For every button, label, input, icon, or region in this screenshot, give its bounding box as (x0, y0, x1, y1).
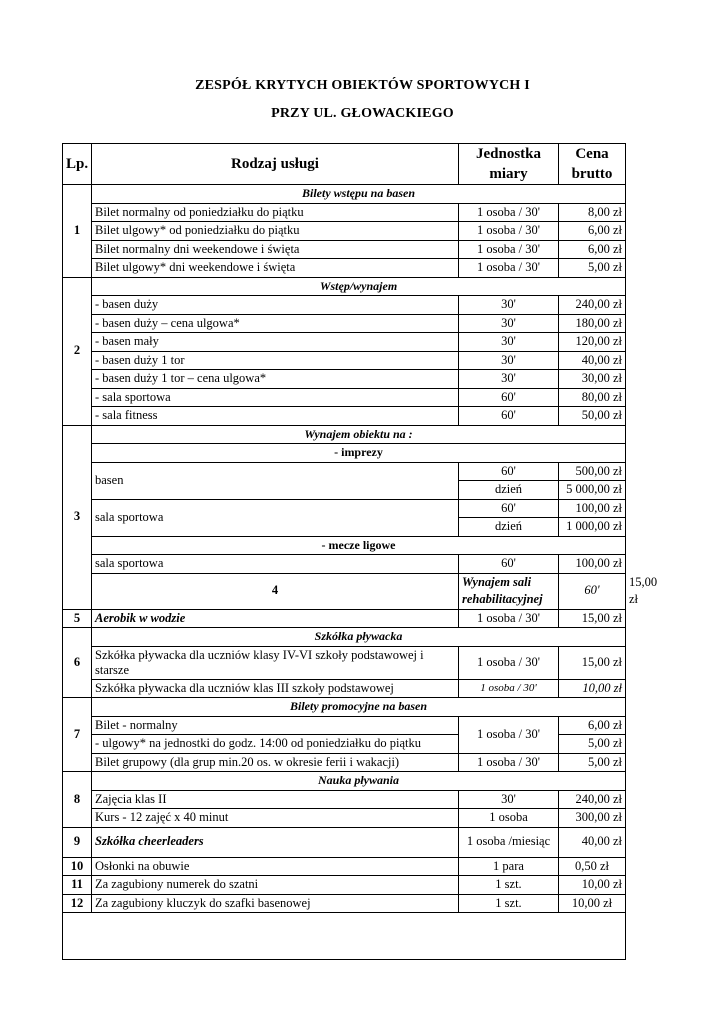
unit-cell: 1 osoba (459, 809, 559, 828)
service-cell: - basen mały (92, 333, 459, 352)
price-cell: 6,00 zł (559, 240, 626, 259)
table-row (63, 894, 626, 913)
table-row (63, 407, 626, 426)
row-number: 9 (63, 827, 92, 857)
unit-cell: 30' (459, 333, 559, 352)
table-row (63, 790, 626, 809)
price-cell: 40,00 zł (559, 351, 626, 370)
price-cell: 120,00 zł (559, 333, 626, 352)
service-cell: Bilet ulgowy* dni weekendowe i święta (92, 259, 459, 278)
table-row (63, 296, 626, 315)
service-cell: Bilet normalny od poniedziałku do piątku (92, 203, 459, 222)
price-cell: 300,00 zł (559, 809, 626, 828)
table-row (63, 370, 626, 389)
price-cell: 1 000,00 zł (559, 518, 626, 537)
service-cell: Wynajem sali rehabilitacyjnej (459, 573, 559, 609)
subsection-row (63, 444, 626, 463)
header-price (559, 144, 626, 185)
table-row (63, 716, 626, 735)
service-cell: Aerobik w wodzie (92, 609, 459, 628)
unit-cell: 60' (459, 555, 559, 574)
service-cell: - basen duży (92, 296, 459, 315)
row-number: 7 (63, 698, 92, 772)
service-cell: Bilet normalny dni weekendowe i święta (92, 240, 459, 259)
row-number: 1 (63, 185, 92, 278)
unit-cell: 60' (459, 462, 559, 481)
unit-cell: 1 osoba / 30' (459, 753, 559, 772)
section-heading: Bilety wstępu na basen (92, 185, 626, 204)
row-number: 2 (63, 277, 92, 425)
unit-cell: 60' (459, 388, 559, 407)
table-row (63, 857, 626, 876)
header-service: Rodzaj usługi (92, 144, 459, 185)
row-number: 4 (92, 573, 459, 609)
price-cell: 15,00 zł (559, 609, 626, 628)
subsection-heading: - imprezy (92, 444, 626, 463)
service-cell: - basen duży 1 tor – cena ulgowa* (92, 370, 459, 389)
service-cell: sala sportowa (92, 555, 459, 574)
price-cell: 50,00 zł (559, 407, 626, 426)
table-row (63, 388, 626, 407)
price-cell: 5 000,00 zł (559, 481, 626, 500)
table-row (63, 679, 626, 698)
price-cell: 10,00 zł (559, 894, 626, 913)
service-cell: Za zagubiony numerek do szatni (92, 876, 459, 895)
header-unit (459, 144, 559, 185)
price-cell: 40,00 zł (559, 827, 626, 857)
price-cell: 30,00 zł (559, 370, 626, 389)
unit-cell: 1 para (459, 857, 559, 876)
price-cell: 6,00 zł (559, 222, 626, 241)
table-row (63, 462, 626, 481)
price-cell: 240,00 zł (559, 296, 626, 315)
table-row (63, 555, 626, 574)
service-cell: - basen duży – cena ulgowa* (92, 314, 459, 333)
price-cell: 100,00 zł (559, 499, 626, 518)
row-number: 10 (63, 857, 92, 876)
header-price-line1: Cena (575, 146, 609, 162)
header-lp: Lp. (63, 144, 92, 185)
price-cell: 500,00 zł (559, 462, 626, 481)
subsection-row (63, 536, 626, 555)
table-row (63, 646, 626, 679)
service-cell: Bilet grupowy (dla grup min.20 os. w okresie ferii i wakacji) (92, 753, 459, 772)
section-row (63, 185, 626, 204)
price-cell: 10,00 zł (559, 679, 626, 698)
table-row (63, 809, 626, 828)
unit-cell: 1 osoba / 30' (459, 240, 559, 259)
unit-cell: 30' (459, 351, 559, 370)
price-cell: 8,00 zł (559, 203, 626, 222)
table-row (63, 259, 626, 278)
price-cell: 10,00 zł (559, 876, 626, 895)
unit-cell: 30' (459, 790, 559, 809)
unit-cell: 1 szt. (459, 894, 559, 913)
service-cell: Za zagubiony kluczyk do szafki basenowej (92, 894, 459, 913)
price-cell: 5,00 zł (559, 259, 626, 278)
service-cell: basen (92, 462, 459, 499)
unit-cell: 1 osoba /miesiąc (459, 827, 559, 857)
price-cell: 5,00 zł (559, 735, 626, 754)
empty-cell (63, 913, 626, 960)
table-row (63, 333, 626, 352)
price-cell: 240,00 zł (559, 790, 626, 809)
table-row (63, 876, 626, 895)
row-number: 5 (63, 609, 92, 628)
service-cell: sala sportowa (92, 499, 459, 536)
row-number: 11 (63, 876, 92, 895)
unit-cell: dzień (459, 518, 559, 537)
unit-cell: dzień (459, 481, 559, 500)
section-heading: Bilety promocyjne na basen (92, 698, 626, 717)
table-row (63, 203, 626, 222)
section-heading: Wstęp/wynajem (92, 277, 626, 296)
section-heading: Nauka pływania (92, 772, 626, 791)
header-unit-line1: Jednostka (475, 146, 542, 162)
service-cell: Osłonki na obuwie (92, 857, 459, 876)
service-cell: Bilet ulgowy* od poniedziałku do piątku (92, 222, 459, 241)
header-price-line2: brutto (571, 166, 613, 182)
unit-cell: 1 osoba / 30' (459, 259, 559, 278)
section-row (63, 772, 626, 791)
row-number: 3 (63, 425, 92, 609)
service-cell: - basen duży 1 tor (92, 351, 459, 370)
unit-cell: 1 osoba / 30' (459, 679, 559, 698)
document-subtitle: PRZY UL. GŁOWACKIEGO (271, 106, 454, 121)
unit-cell: 30' (459, 314, 559, 333)
price-cell: 80,00 zł (559, 388, 626, 407)
table-row: 4 Wynajem sali rehabilitacyjnej 60' 15,00 zł (63, 573, 626, 609)
price-cell: 5,00 zł (559, 753, 626, 772)
service-cell: - sala sportowa (92, 388, 459, 407)
unit-cell: 1 osoba / 30' (459, 716, 559, 753)
price-cell: 180,00 zł (559, 314, 626, 333)
table-row (63, 609, 626, 628)
unit-cell: 1 szt. (459, 876, 559, 895)
service-cell: Szkółka pływacka dla uczniów klasy IV-VI szkoły podstawowej i starsze (92, 646, 459, 679)
unit-cell: 1 osoba / 30' (459, 203, 559, 222)
price-cell: 6,00 zł (559, 716, 626, 735)
section-row (63, 698, 626, 717)
document-title: ZESPÓŁ KRYTYCH OBIEKTÓW SPORTOWYCH I (195, 78, 530, 93)
table-row (63, 222, 626, 241)
service-cell: Szkółka pływacka dla uczniów klas III szkoły podstawowej (92, 679, 459, 698)
price-cell: 15,00 zł (559, 646, 626, 679)
unit-cell: 60' (559, 573, 626, 609)
service-cell: - ulgowy* na jednostki do godz. 14:00 od poniedziałku do piątku (92, 735, 459, 754)
service-cell: - sala fitness (92, 407, 459, 426)
row-number: 8 (63, 772, 92, 828)
unit-cell: 30' (459, 296, 559, 315)
section-row (63, 277, 626, 296)
table-row (63, 499, 626, 518)
unit-cell: 1 osoba / 30' (459, 222, 559, 241)
price-cell: 0,50 zł (559, 857, 626, 876)
table-header-row (63, 144, 626, 185)
section-heading: Szkółka pływacka (92, 628, 626, 647)
table-row (63, 827, 626, 857)
section-row (63, 425, 626, 444)
table-row (63, 240, 626, 259)
table-row (63, 314, 626, 333)
subsection-heading: - mecze ligowe (92, 536, 626, 555)
unit-cell: 30' (459, 370, 559, 389)
service-cell: Kurs - 12 zajęć x 40 minut (92, 809, 459, 828)
unit-cell: 60' (459, 499, 559, 518)
table-row (63, 351, 626, 370)
row-number: 12 (63, 894, 92, 913)
unit-cell: 1 osoba / 30' (459, 646, 559, 679)
price-cell: 100,00 zł (559, 555, 626, 574)
unit-cell: 1 osoba / 30' (459, 609, 559, 628)
empty-row (63, 913, 626, 960)
row-number: 6 (63, 628, 92, 698)
service-cell: Szkółka cheerleaders (92, 827, 459, 857)
section-row (63, 628, 626, 647)
section-heading: Wynajem obiektu na : (92, 425, 626, 444)
table-row (63, 753, 626, 772)
service-cell: Bilet - normalny (92, 716, 459, 735)
price-table (62, 143, 658, 960)
unit-cell: 60' (459, 407, 559, 426)
header-unit-line2: miary (489, 166, 528, 182)
service-cell: Zajęcia klas II (92, 790, 459, 809)
